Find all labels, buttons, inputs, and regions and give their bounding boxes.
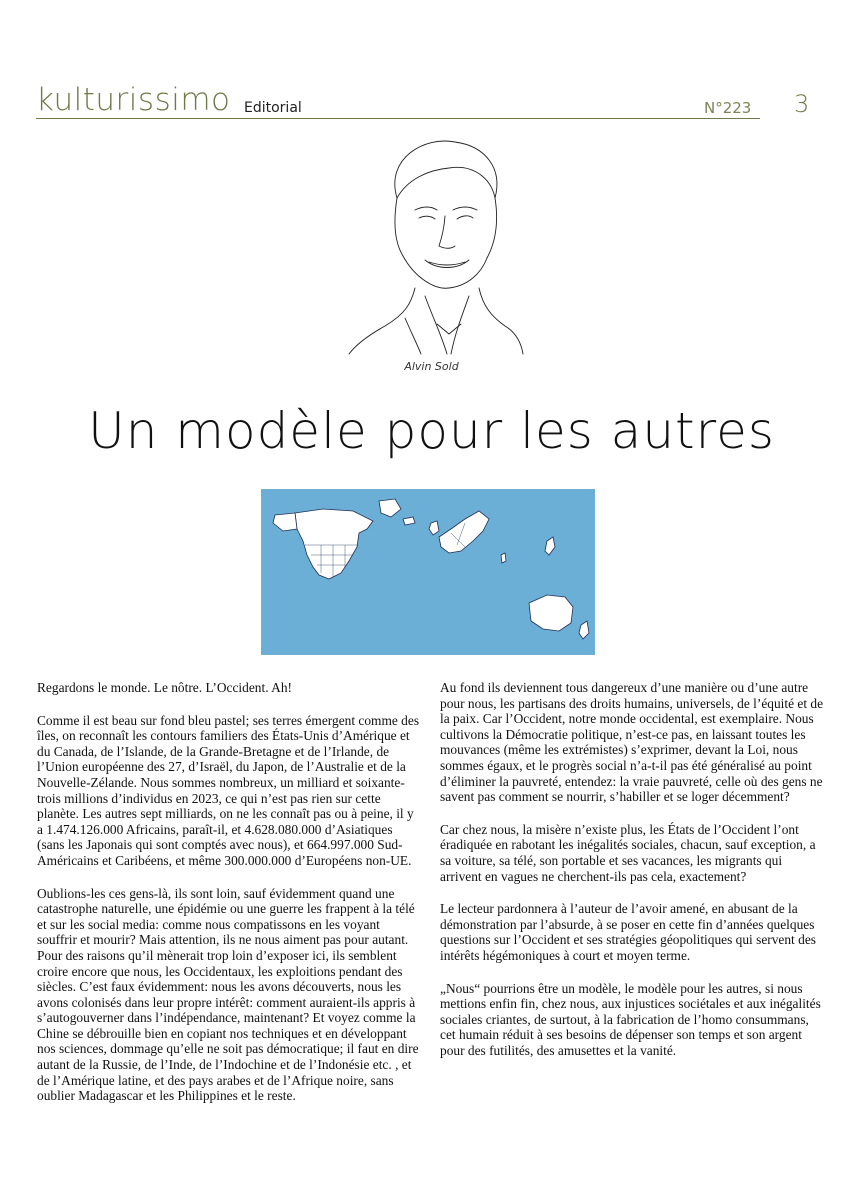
issue-number: N°223 xyxy=(704,99,752,117)
article-column-right xyxy=(440,680,825,1075)
western-world-map xyxy=(261,489,595,655)
article-column-left xyxy=(37,680,422,1121)
article-paragraph: Oublions-les ces gens-là, ils sont loin, sauf évidemment quand une catastrophe naturelle, une épidémie ou une guerre les frappent à la télé et sur les social media: comme nous compatissons en les voyant souffrir et mourir? Mais attention, ils ne nous aiment pas pour autant. Pour des raisons qu’il mènerait trop loin d’exposer ici, ils semblent croire encore que nous, les Occidentaux, les exploitions pendant des siècles. C’est faux évidemment: nous les avons découverts, nous les avons colonisés dans leur propre intérêt: comment auraient-ils appris à s’autogouverner dans l’indépendance, maintenant? Et voyez comme la Chine se débrouille bien en copiant nos techniques et en développant nos sciences, dommage qu’elle ne soit pas démocratique; il faut en dire autant de la Russie, de l’Inde, de l’Indochine et de l’Indonésie etc. , et de l’Amérique latine, et des pays arabes et de l’Afrique noire, sans oublier Madagascar et les Philippines et le reste. xyxy=(37,885,419,1104)
article-paragraph: Regardons le monde. Le nôtre. L’Occident. Ah! xyxy=(37,680,292,695)
article-paragraph: Comme il est beau sur fond bleu pastel; ses terres émergent comme des îles, on reconnaît les contours familiers des États-Unis d’Amérique et du Canada, de l’Islande, de la Grande-Bretagne et de l’Irlande, de l’Union européenne des 27, d’Israël, du Japon, de l’Australie et de la Nouvelle-Zélande. Nous sommes nombreux, un milliard et soixante-trois millions d’individus en 2023, ce qui n’est pas rien sur cette planète. Les autres sept milliards, on ne les connaît pas ou à peine, il y a 1.474.126.000 Africains, paraît-il, et 4.628.080.000 d’Asiatiques (sans les Japonais qui sont comptés avec nous), et 664.997.000 Sud-Américains et Caribéens, et même 300.000.000 d’Européens non-UE. xyxy=(37,712,420,868)
article-paragraph: „Nous“ pourrions être un modèle, le modèle pour les autres, si nous mettions enfin fin, chez nous, aux injustices sociétales et aux inégalités sociales criantes, de surtout, à la fabrication de l’homo consummans, cet humain réduit à ses besoins de dépenser son temps et son argent pour des futilités, des amusettes et la vanité. xyxy=(440,980,821,1058)
brand-logo: kulturissimo xyxy=(36,82,231,118)
masthead xyxy=(36,82,826,122)
article-headline: Un modèle pour les autres xyxy=(88,402,775,460)
portrait-caption: Alvin Sold xyxy=(404,360,459,373)
israel-landmass xyxy=(501,553,506,563)
article-paragraph: Le lecteur pardonnera à l’auteur de l’avoir amené, en abusant de la démonstration par l’absurde, à se poser en cette fin d’années quelques questions sur l’Occident et ses stratégies géopolitiques qui servent des intérêts hégémoniques à court et moyen terme. xyxy=(440,901,816,963)
article-paragraph: Au fond ils deviennent tous dangereux d’une manière ou d’une autre pour nous, les partisans des droits humains, universels, de l’équité et de la paix. Car l’Occident, notre monde occidental, est exemplaire. Nous cultivons la Démocratie politique, n’est-ce pas, en laissant toutes les mouvances (même les extrémistes) s’exprimer, devant la Loi, nous sommes égaux, et le progrès social n’a-t-il pas été généralisé au point d’éliminer la pauvreté, entendez: la vraie pauvreté, celle où des gens ne savent pas comment se nourrir, s’habiller et se loger décemment? xyxy=(440,680,824,805)
header-rule xyxy=(36,118,760,119)
section-label: Editorial xyxy=(244,100,302,116)
article-paragraph: Car chez nous, la misère n’existe plus, les États de l’Occident l’ont éradiquée en rabotant les inégalités sociales, chacun, sauf exception, a sa voiture, sa télé, son portable et ses vacances, les migrants qui arrivent en vagues ne cherchent-ils pas cela, exactement? xyxy=(440,821,816,884)
author-portrait-sketch xyxy=(345,128,525,356)
page-number: 3 xyxy=(794,90,810,118)
